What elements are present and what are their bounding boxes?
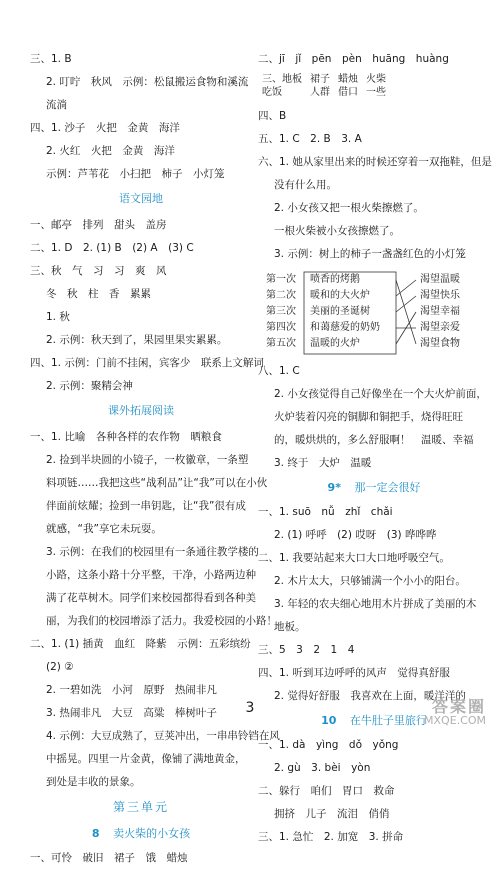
word-grid-cell: 火柴: [366, 74, 386, 85]
watermark-logo: [408, 697, 486, 732]
answer-line: 2. 叮咛 秋风 示例：松鼠搬运食物和溪流: [46, 76, 249, 88]
match-line-1: [396, 280, 416, 344]
word-grid-row: [258, 86, 390, 99]
answer-line: 拥挤 儿子 流泪 俏俏: [274, 808, 390, 820]
lesson-title: 那一定会很好: [354, 481, 421, 494]
word-grid-cell: 裙子: [310, 74, 330, 85]
answer-line: 2. (1) 呼呼 (2) 哎呀 (3) 哗哗哗: [274, 529, 437, 541]
word-grid-cell: 蜡烛: [338, 74, 358, 85]
answer-line: 四、1. 沙子 火把 金黄 海洋: [30, 122, 180, 134]
word-grid-cell: 人群: [310, 87, 330, 98]
answer-line: 伴面前炫耀；捡到一串钥匙，让“我”很有成: [46, 500, 246, 512]
answer-line: 四、1. 示例：门前不挂闲，宾客少 联系上文解词: [30, 357, 264, 369]
match-item: 美丽的圣诞树: [310, 306, 370, 317]
answer-line: 三、秋 气 习 习 爽 风: [30, 265, 167, 277]
answer-line: 一、1. 比喻 各种各样的农作物 晒粮食: [30, 431, 222, 443]
word-grid-row: [258, 73, 390, 86]
answer-line: (2) ②: [46, 661, 74, 673]
right-answer-block-5: [258, 738, 490, 844]
answer-line: 2. 捡到半块圆的小镜子，一枚徽章，一条塑: [46, 454, 249, 466]
answer-line: 3. 示例：树上的柿子一盏盏红色的小灯笼: [274, 248, 466, 260]
left-answer-block-2: [30, 218, 264, 393]
match-left-list: [266, 272, 296, 352]
answer-line: 二、1. (1) 插黄 血红 降紫 示例：五彩缤纷: [30, 638, 251, 650]
match-item: 第四次: [266, 322, 296, 333]
answer-line: 的，暖烘烘的，多么舒服啊！ 温暖、幸福: [274, 434, 474, 446]
section-heading-kewai: [30, 402, 252, 418]
answer-line: 到处是丰收的景象。: [46, 776, 141, 788]
answer-line: 丽，为我们的校园增添了活力。我爱校园的小路！: [46, 615, 277, 627]
answer-line: 二、jī jǐ pēn pèn huāng huàng: [258, 53, 449, 65]
answer-line: 冬 秋 柱 香 累累: [46, 288, 151, 300]
answer-line: 没有什么用。: [274, 179, 337, 191]
answer-line: 火炉装着闪亮的铜脚和铜把手，烧得旺旺: [274, 411, 463, 423]
page-number: 3: [245, 700, 255, 716]
section-heading-text: 语文园地: [119, 192, 163, 205]
matching-diagram: [258, 270, 490, 356]
answer-line: 4. 示例：大豆成熟了，豆荚冲出，一串串铃铛在风: [46, 730, 280, 742]
answer-line: 三、1. B: [30, 53, 72, 65]
unit-heading: 第三单元: [112, 800, 169, 814]
answer-line: 三、1. 急忙 2. 加宽 3. 拼命: [258, 831, 404, 843]
match-right-list: [420, 272, 460, 352]
lesson-title: 卖火柴的小女孩: [113, 827, 191, 840]
answer-line: 示例：芦苇花 小扫把 柿子 小灯笼: [46, 168, 225, 180]
answer-line: 2. gù 3. bèi yòn: [274, 762, 371, 774]
answer-line: 3. 终于 大炉 温暖: [274, 457, 372, 469]
word-grid-cell: 借口: [338, 87, 358, 98]
answer-line: 五、1. C 2. B 3. A: [258, 133, 362, 145]
answer-line: 二、1. D 2. (1) B (2) A (3) C: [30, 242, 194, 254]
match-item: 第一次: [266, 274, 296, 285]
word-grid-cell: 一些: [366, 87, 386, 98]
answer-line: 2. 小女孩觉得自己好像坐在一个大火炉前面，: [274, 388, 487, 400]
left-answer-block-4: [30, 851, 252, 865]
answer-line: 流淌: [46, 99, 67, 111]
match-item: 暖和的大火炉: [310, 290, 370, 301]
answer-line: 就感，“我”享它未玩耍。: [46, 523, 162, 535]
match-mid-list: [310, 272, 380, 352]
lesson-heading-9: [258, 479, 490, 495]
answer-line: 二、躲行 咱们 胃口 救命: [258, 785, 395, 797]
word-grid-cell: 三、地板: [262, 74, 302, 85]
match-item: 第三次: [266, 306, 296, 317]
lesson-number: 10: [321, 714, 337, 727]
answer-line: 八、1. C: [258, 365, 300, 377]
answer-line: 料项链……我把这些“战利品”让“我”可以在小伙: [46, 477, 268, 489]
word-grid: [258, 73, 390, 99]
match-item: 渴望食物: [420, 338, 460, 349]
right-answer-block-2: [258, 109, 490, 261]
answer-line: 一、1. suō nǚ zhǐ chǎi: [258, 506, 393, 518]
watermark-line1: 答案圈: [431, 697, 486, 716]
right-answer-block-3: [258, 364, 490, 470]
answer-line: 1. 秋: [46, 311, 70, 323]
answer-line: 地板。: [274, 621, 306, 633]
match-item: 渴望亲爱: [420, 322, 460, 333]
match-item: 温暖的火炉: [310, 338, 360, 349]
right-answer-block-1: [258, 52, 490, 66]
answer-line: 四、1. 听到耳边呼呼的风声 觉得真舒服: [258, 667, 450, 679]
match-item: 喷香的烤鹅: [310, 274, 360, 285]
match-item: 渴望温暖: [420, 274, 460, 285]
left-answer-block-1: [30, 52, 252, 181]
answer-line: 一、邮亭 排列 甜头 盖房: [30, 219, 167, 231]
answer-line: 中摇晃。四里一片金黄，像铺了满地黄金，: [46, 753, 246, 765]
answer-line: 小路，这条小路十分平整，干净，小路两边种: [46, 569, 256, 581]
lesson-number: 8: [91, 827, 100, 840]
answer-line: 3. 示例：在我们的校园里有一条通往教学楼的: [46, 546, 259, 558]
answer-line: 2. 示例：聚精会神: [46, 380, 133, 392]
match-item: 和蔼慈爱的奶奶: [310, 322, 380, 333]
answer-line: 2. 木片太大，只够铺满一个小小的阳台。: [274, 575, 466, 587]
match-item: 渴望快乐: [420, 290, 460, 301]
watermark-line2: MXQE.COM: [424, 714, 486, 727]
lesson-title: 在牛肚子里旅行: [349, 714, 427, 727]
match-line-3: [396, 296, 416, 312]
lesson-heading-8: [30, 825, 252, 841]
answer-line: 3. 热闹非凡 大豆 高粱 棒树叶子: [46, 707, 217, 719]
answer-line: 2. 一碧如洗 小河 原野 热闹非凡: [46, 684, 217, 696]
right-column: [258, 52, 490, 853]
answer-line: 满了花草树木。同学们来校园都得看到各种美: [46, 592, 256, 604]
answer-line: 四、B: [258, 110, 287, 122]
answer-line: 三、5 3 2 1 4: [258, 644, 355, 656]
answer-line: 2. 觉得好舒服 我喜欢在上面，暖洋洋的: [274, 690, 466, 702]
lesson-number: 9*: [327, 481, 341, 494]
answer-line: 3. 年轻的农夫细心地用木片拼成了美丽的木: [274, 598, 477, 610]
match-item: 第二次: [266, 290, 296, 301]
match-line-2: [396, 280, 416, 296]
answer-line: 一、1. dà yìng dǒ yǒng: [258, 739, 399, 751]
section-heading-text: 课外拓展阅读: [108, 404, 174, 417]
right-answer-block-4: [258, 505, 490, 703]
left-answer-block-3: [30, 430, 280, 789]
section-heading-yuwen-yuandi: [30, 190, 252, 206]
word-grid-cell: 吃饭: [262, 87, 282, 98]
answer-line: 六、1. 她从家里出来的时候还穿着一双拖鞋，但是: [258, 156, 492, 168]
answer-line: 一根火柴被小女孩擦燃了。: [274, 225, 400, 237]
match-item: 第五次: [266, 338, 296, 349]
match-item: 渴望幸福: [420, 306, 460, 317]
answer-line: 二、1. 我要站起来大口大口地呼吸空气。: [258, 552, 450, 564]
answer-line: 一、可怜 破旧 裙子 饿 蜡烛: [30, 852, 188, 864]
answer-line: 2. 小女孩又把一根火柴擦燃了。: [274, 202, 424, 214]
answer-line: 2. 示例：秋天到了，果园里果实累累。: [46, 334, 228, 346]
answer-line: 2. 火红 火把 金黄 海洋: [46, 145, 175, 157]
